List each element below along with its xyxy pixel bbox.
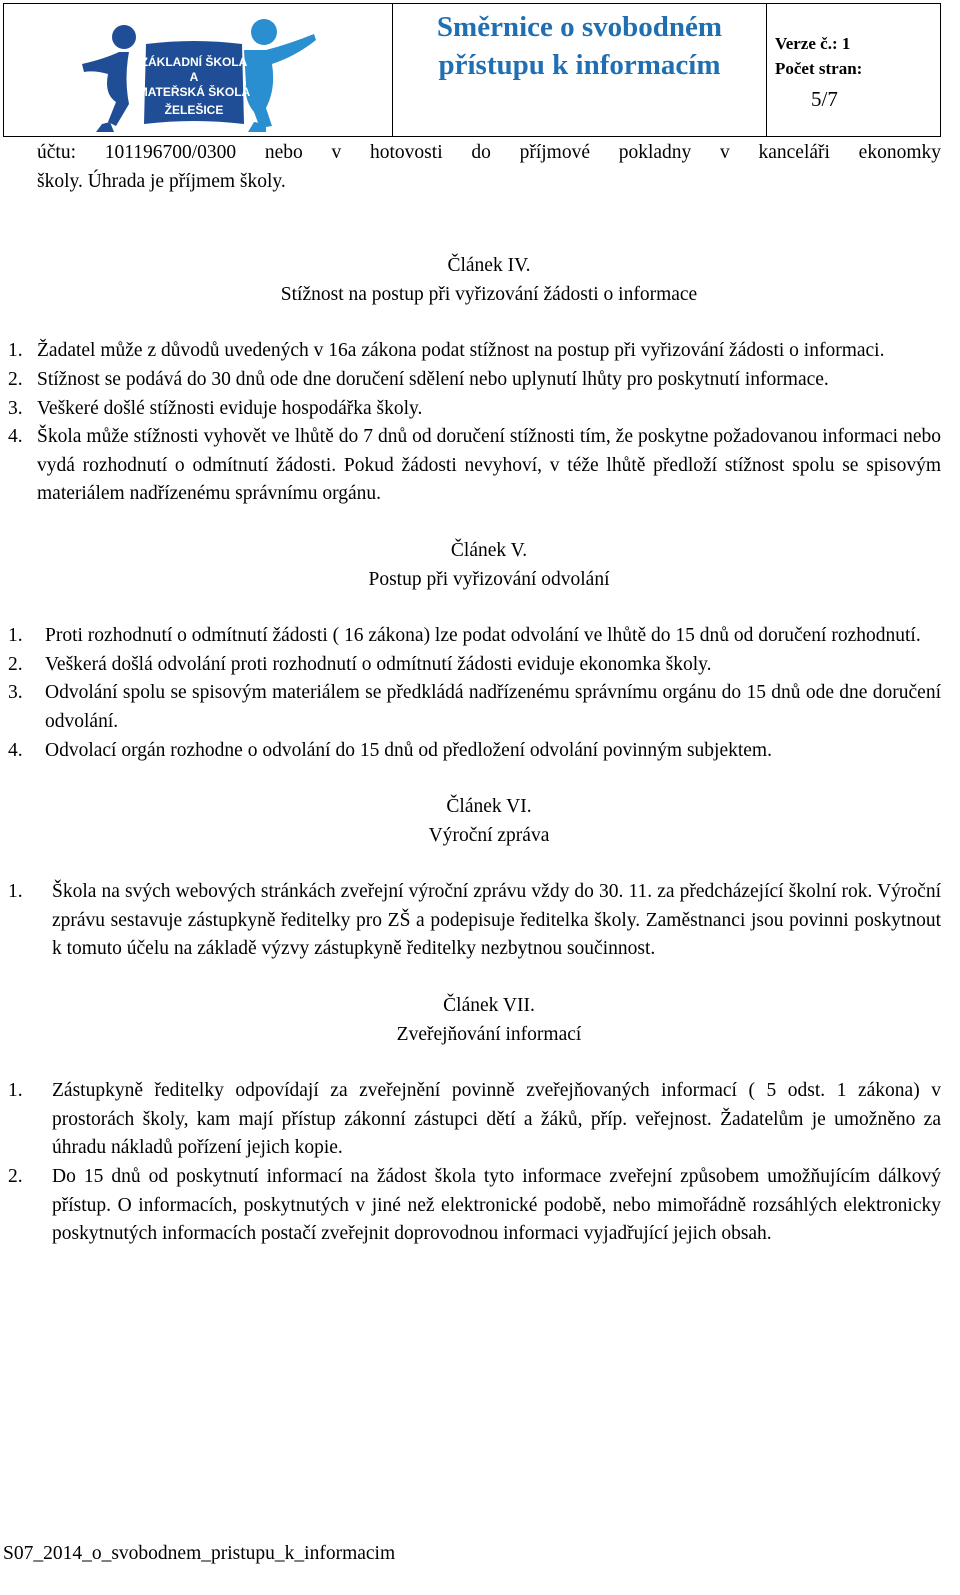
item-number: 2. (8, 653, 23, 675)
item-text: Proti rozhodnutí o odmítnutí žádosti ( 16 zákona) lze podat odvolání ve lhůtě do 15 dnů od doručení rozhodnutí. (45, 625, 921, 647)
document-title-line-1: Směrnice o svobodném (436, 11, 723, 43)
logo-line-4: ŽELEŠICE (164, 103, 224, 117)
title-cell (393, 4, 767, 136)
item-number: 2. (8, 1166, 23, 1188)
list-item (8, 337, 941, 366)
item-number: 2. (8, 368, 23, 390)
article-5-items (8, 622, 941, 765)
article-7-subheading: Zveřejňování informací (396, 1023, 582, 1045)
list-item (8, 737, 941, 766)
document-header (3, 3, 941, 137)
list-item (8, 366, 941, 395)
document-title (393, 8, 766, 84)
document-title-line-2: přístupu k informacím (438, 49, 721, 81)
item-text: Škola na svých webových stránkách zveřejní výroční zprávu vždy do 30. 11. za předcházející školní rok. Výroční zprávu sestavuje zástupkyně ředitelky pro ZŠ a podepisuje ředitelka školy. Zaměstnanci jsou povinni poskytnout k tomuto účelu na základě výzvy zástupkyně ředitelky nezbytnou součinnost. (52, 881, 941, 960)
meta-cell (767, 4, 940, 136)
item-number: 1. (8, 1080, 23, 1102)
list-item (8, 878, 941, 964)
article-7-items (8, 1077, 941, 1249)
logo-line-2: A (189, 70, 199, 84)
list-item (8, 1077, 941, 1163)
item-number: 1. (8, 625, 23, 647)
item-text: Stížnost se podává do 30 dnů ode dne doručení sdělení nebo uplynutí lhůty pro poskytnutí informace. (37, 368, 829, 390)
item-text: Škola může stížnosti vyhovět ve lhůtě do 7 dnů od doručení stížnosti tím, že poskytne požadovanou informaci nebo vydá rozhodnutí o odmítnutí žádosti. Pokud žádosti nevyhoví, v téže lhůtě předloží stížnost spolu se spisovým materiálem nadřízenému správnímu orgánu. (37, 426, 941, 505)
article-4-items (8, 337, 941, 509)
child-figure-right-icon (244, 19, 316, 132)
item-text: Žadatel může z důvodů uvedených v 16a zákona podat stížnost na postup při vyřizování žádosti o informaci. (37, 340, 885, 362)
article-5-heading: Článek V. (450, 539, 528, 561)
article-5-subheading: Postup při vyřizování odvolání (368, 568, 610, 590)
article-7-heading: Článek VII. (443, 995, 535, 1017)
article-4-heading: Článek IV. (447, 255, 531, 277)
pages-label: Počet stran: (775, 59, 863, 78)
logo-line-1: ZÁKLADNÍ ŠKOLA (140, 55, 248, 69)
logo-cell (4, 4, 393, 136)
item-number: 3. (8, 682, 23, 704)
list-item (8, 395, 941, 424)
item-number: 4. (8, 739, 23, 761)
item-text: Do 15 dnů od poskytnutí informací na žádost škola tyto informace zveřejní způsobem umožňujícím dálkový přístup. O informacích, poskytnutých v jiné než elektronické podobě, nebo mimořádně rozsáhlých elektronicky poskytnutých informacích postačí zveřejnit doprovodnou informaci vyjadřující jejich obsah. (52, 1166, 941, 1245)
item-text: Zástupkyně ředitelky odpovídají za zveřejnění povinně zveřejňovaných informací ( 5 odst. 1 zákona) v prostorách školy, kam mají přístup zákonní zástupci dětí a žáků, příp. veřejnost. Žadatelům je umožněno za úhradu nákladů pořízení jejich kopie. (52, 1080, 941, 1159)
item-text: Odvolací orgán rozhodne o odvolání do 15 dnů od předložení odvolání povinným subjektem. (45, 739, 772, 761)
list-item (8, 423, 941, 509)
article-6-items (8, 878, 941, 964)
item-number: 1. (8, 881, 23, 903)
footer-filename: S07_2014_o_svobodnem_pristupu_k_informacim (3, 1543, 396, 1564)
item-text: Odvolání spolu se spisovým materiálem se předkládá nadřízenému správnímu orgánu do 15 dnů ode dne doručení odvolání. (45, 682, 941, 732)
intro-line-2: školy. Úhrada je příjmem školy. (37, 170, 286, 192)
list-item (8, 651, 941, 680)
logo-line-3: MATEŘSKÁ ŠKOLA (137, 85, 251, 99)
item-number: 4. (8, 426, 23, 448)
school-logo (4, 4, 393, 136)
page-number: 5/7 (811, 87, 838, 111)
item-number: 3. (8, 397, 23, 419)
child-figure-left-icon (82, 25, 136, 132)
item-text: Veškerá došlá odvolání proti rozhodnutí o odmítnutí žádosti eviduje ekonomka školy. (45, 653, 712, 675)
list-item (8, 622, 941, 651)
article-4-subheading: Stížnost na postup při vyřizování žádosti o informace (280, 283, 698, 305)
document-body (8, 139, 941, 1249)
item-text: Veškeré došlé stížnosti eviduje hospodářka školy. (37, 397, 423, 419)
article-6-subheading: Výroční zpráva (428, 824, 550, 846)
list-item (8, 1163, 941, 1249)
intro-line-1: účtu: 101196700/0300 nebo v hotovosti do příjmové pokladny v kanceláři ekonomky (37, 142, 941, 163)
list-item (8, 679, 941, 736)
version-label: Verze č.: 1 (775, 34, 851, 53)
item-number: 1. (8, 340, 23, 362)
article-6-heading: Článek VI. (446, 796, 532, 818)
